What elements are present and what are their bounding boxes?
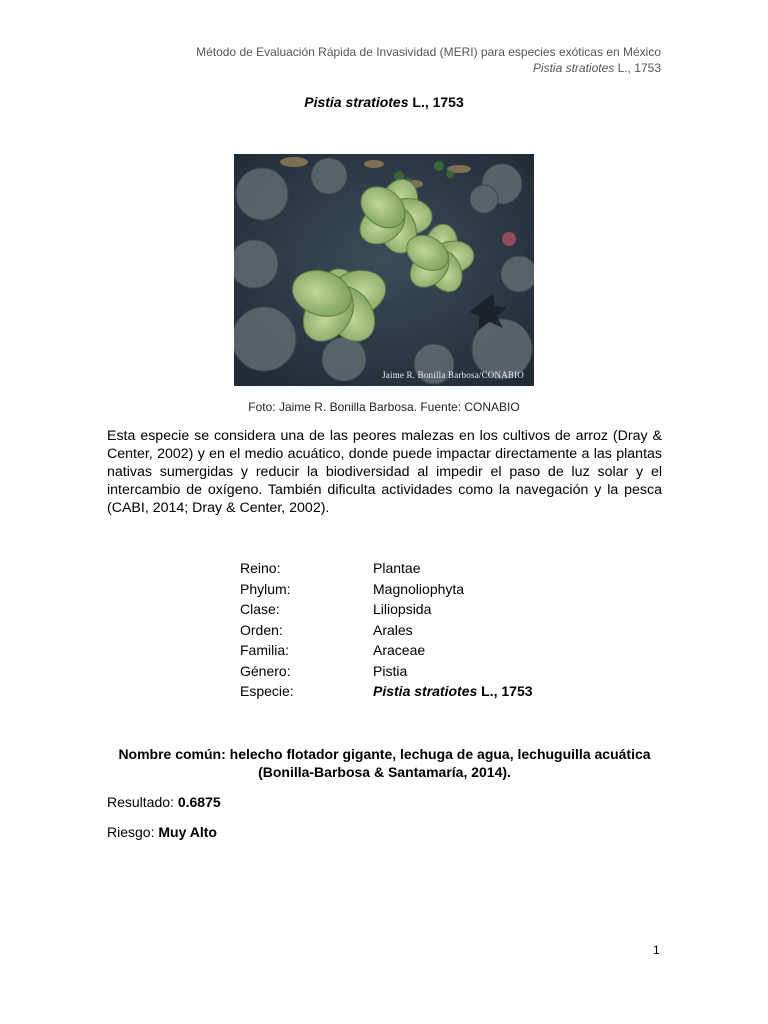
taxonomy-rank: Reino: [240,560,281,576]
title-authority: L., 1753 [408,94,464,110]
taxonomy-species-value [373,683,533,704]
header-authority: L., 1753 [614,61,661,75]
taxonomy-value: Araceae [373,642,426,658]
result-line [107,794,221,810]
taxonomy-rank: Clase: [240,601,280,617]
taxonomy-rank: Orden: [240,621,283,638]
taxonomy-row [240,622,533,643]
taxonomy-value: Plantae [373,560,421,576]
taxonomy-value: Pistia [373,662,408,679]
taxonomy-rank: Género: [240,662,291,679]
taxonomy-rank: Familia: [240,642,290,658]
taxonomy-rank: Especie: [240,683,294,699]
risk-value: Muy Alto [158,824,217,840]
header-line-2 [196,60,661,76]
header-line-1: Método de Evaluación Rápida de Invasividad (MERI) para especies exóticas en México [196,45,661,59]
taxonomy-row [240,581,533,602]
taxonomy-row [240,663,533,684]
common-name: Nombre común: helecho flotador gigante, lechuga de agua, lechuguilla acuática (Bonilla-Barbosa & Santamaría, 2014). [118,746,651,780]
risk-label: Riesgo: [107,824,159,840]
water-lettuce-illustration [234,154,534,386]
species-description: Esta especie se considera una de las peores malezas en los cultivos de arroz (Dray & Center, 2002) y en el medio acuático, donde puede impactar directamente a las plantas nativas sumergidas y reducir la biodiversidad al impedir el paso de luz solar y el intercambio de oxígeno. También dificulta actividades como la navegación y la pesca (CABI, 2014; Dray & Center, 2002). [107,428,662,516]
page-number: 1 [653,943,660,957]
risk-line [107,824,217,840]
taxonomy-value: Arales [373,621,413,638]
species-photo [234,154,534,386]
taxonomy-row-species [240,683,533,704]
taxonomy-row [240,560,533,581]
photo-watermark: Jaime R. Bonilla Barbosa/CONABIO [382,370,524,380]
taxonomy-row [240,601,533,622]
taxonomy-table [240,560,533,704]
taxonomy-value: Magnoliophyta [373,580,465,597]
taxonomy-value: Liliopsida [373,601,432,617]
title-species: Pistia stratiotes [304,94,409,110]
header-species: Pistia stratiotes [532,61,615,75]
page-title [0,94,768,110]
species-name: Pistia stratiotes [373,683,478,699]
running-header [196,44,661,76]
taxonomy-row [240,642,533,663]
result-label: Resultado: [107,794,178,810]
taxonomy-rank: Phylum: [240,580,291,597]
result-value: 0.6875 [177,794,221,810]
photo-caption: Foto: Jaime R. Bonilla Barbosa. Fuente: CONABIO [248,400,520,414]
species-authority: L., 1753 [477,683,533,699]
